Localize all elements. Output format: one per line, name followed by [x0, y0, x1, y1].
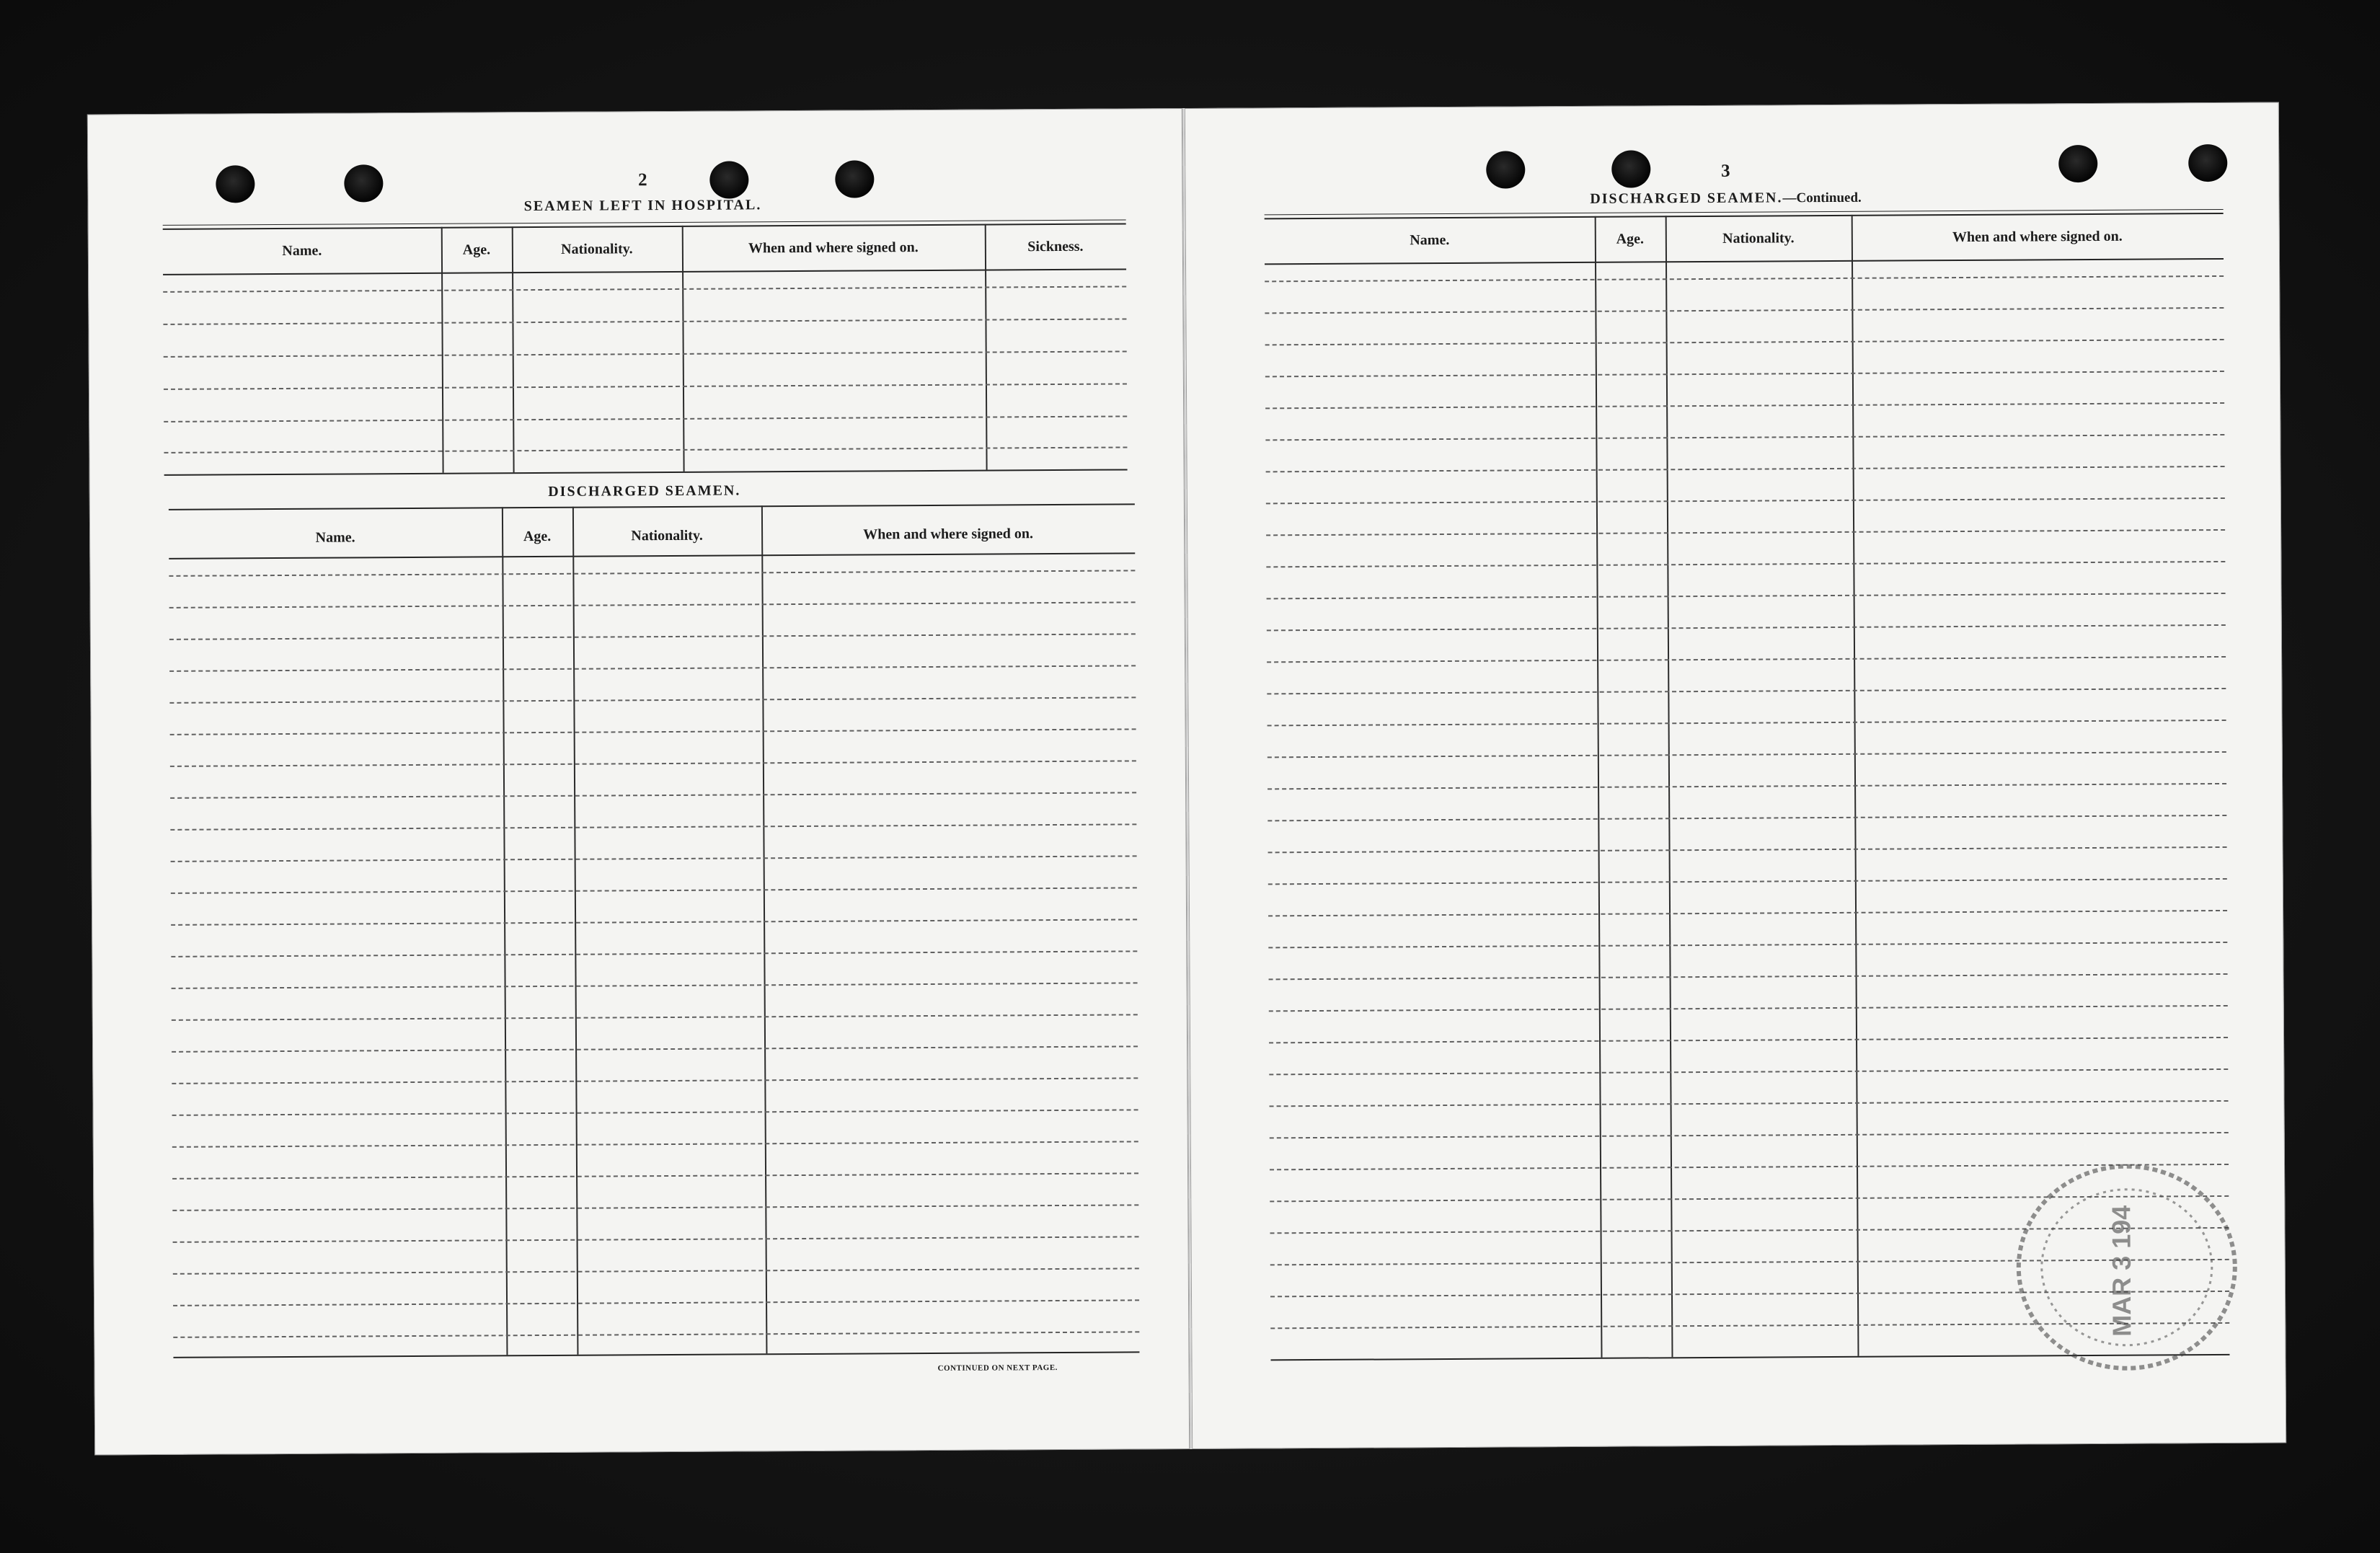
page-number: 2 — [638, 170, 647, 190]
column-divider — [761, 505, 768, 1353]
column-divider — [502, 507, 508, 1355]
entry-line — [164, 446, 1127, 453]
entry-line — [1269, 973, 2228, 980]
entry-line — [1269, 1037, 2228, 1043]
punch-hole — [216, 165, 255, 203]
punch-hole — [709, 161, 748, 198]
entry-line — [1265, 434, 2224, 441]
entry-line — [1269, 1005, 2228, 1012]
entry-line — [172, 1077, 1138, 1084]
col-header-nationality: Nationality. — [631, 527, 703, 544]
entry-line — [1270, 1100, 2229, 1107]
punch-hole — [1611, 150, 1650, 187]
entry-line — [173, 1299, 1139, 1306]
entry-line — [164, 383, 1127, 389]
entry-line — [169, 570, 1135, 576]
entry-line — [170, 728, 1136, 735]
entry-line — [1266, 561, 2225, 567]
right-page — [1183, 102, 2286, 1449]
entry-line — [1267, 656, 2226, 663]
col-header-name: Name. — [282, 242, 322, 259]
footer-note: CONTINUED ON NEXT PAGE. — [937, 1363, 1058, 1373]
entry-line — [1268, 783, 2226, 789]
punch-hole — [344, 164, 383, 202]
entry-line — [172, 1204, 1138, 1211]
entry-line — [1270, 1132, 2229, 1138]
entry-line — [1268, 910, 2227, 916]
entry-line — [169, 633, 1136, 640]
header-rule — [163, 268, 1126, 275]
section-title-discharged-continued — [1545, 189, 1906, 208]
entry-line — [164, 415, 1127, 422]
left-page — [87, 108, 1190, 1455]
col-header-age: Age. — [1616, 231, 1645, 247]
column-divider — [682, 226, 685, 472]
col-header-age: Age. — [462, 242, 491, 258]
entry-line — [1265, 339, 2224, 345]
col-header-age: Age. — [523, 528, 552, 545]
col-header-signed-on: When and where signed on. — [863, 526, 1034, 543]
entry-line — [1268, 942, 2227, 948]
punch-hole — [1486, 151, 1525, 188]
punch-hole — [2058, 145, 2097, 182]
entry-line — [172, 1141, 1138, 1147]
entry-line — [170, 823, 1136, 830]
col-header-signed-on: When and where signed on. — [748, 239, 919, 257]
col-header-sickness: Sickness. — [1027, 238, 1084, 255]
section-title-discharged: DISCHARGED SEAMEN. — [548, 482, 741, 500]
entry-line — [1267, 624, 2226, 631]
section-title-text: DISCHARGED SEAMEN. — [1590, 190, 1783, 207]
entry-line — [1267, 688, 2226, 694]
stamp-date: MAR 3 194 — [2106, 1205, 2137, 1337]
entry-line — [1266, 466, 2225, 472]
entry-line — [1266, 497, 2225, 504]
document-spread — [87, 102, 2286, 1456]
header-rule — [169, 552, 1135, 559]
entry-line — [1269, 1068, 2228, 1075]
column-divider — [985, 224, 988, 470]
entry-line — [172, 1045, 1138, 1052]
entry-line — [1268, 846, 2227, 853]
entry-line — [170, 760, 1136, 766]
col-header-name: Name. — [315, 529, 355, 546]
entry-line — [1268, 751, 2226, 758]
entry-line — [173, 1267, 1139, 1274]
discharged-table — [169, 503, 1140, 1359]
entry-line — [1265, 371, 2224, 377]
col-header-nationality: Nationality. — [1722, 230, 1795, 247]
punch-hole — [835, 160, 874, 198]
page-number: 3 — [1720, 161, 1730, 181]
entry-line — [172, 1172, 1138, 1179]
entry-line — [170, 792, 1136, 798]
col-header-nationality: Nationality. — [561, 241, 633, 257]
entry-line — [163, 318, 1126, 324]
section-title-hospital: SEAMEN LEFT IN HOSPITAL. — [523, 197, 762, 215]
ink-stamp — [2004, 1148, 2250, 1387]
table-rule — [169, 503, 1135, 510]
entry-line — [1266, 529, 2225, 536]
hospital-table — [163, 219, 1128, 477]
entry-line — [1265, 307, 2224, 314]
entry-line — [1265, 275, 2224, 282]
entry-line — [171, 950, 1137, 957]
entry-line — [163, 286, 1126, 292]
column-divider — [441, 227, 444, 473]
entry-line — [1265, 402, 2224, 409]
entry-line — [171, 855, 1137, 862]
entry-line — [172, 1014, 1138, 1020]
column-divider — [512, 226, 515, 472]
entry-line — [172, 982, 1138, 988]
entry-line — [172, 1109, 1138, 1115]
entry-line — [1268, 720, 2226, 726]
entry-line — [1268, 878, 2227, 885]
entry-line — [1268, 815, 2226, 821]
entry-line — [169, 696, 1136, 703]
entry-line — [171, 919, 1137, 925]
col-header-signed-on: When and where signed on. — [1952, 228, 2123, 246]
entry-line — [164, 350, 1127, 357]
section-title-suffix: —Continued. — [1782, 190, 1862, 206]
entry-line — [173, 1331, 1139, 1337]
entry-line — [171, 887, 1137, 893]
table-rule — [173, 1351, 1139, 1358]
col-header-name: Name. — [1410, 231, 1450, 249]
entry-line — [169, 601, 1136, 608]
punch-hole — [2188, 144, 2227, 182]
entry-line — [1267, 593, 2226, 599]
table-rule — [164, 469, 1128, 475]
entry-line — [173, 1236, 1139, 1242]
column-divider — [572, 507, 579, 1355]
header-rule — [1265, 258, 2224, 265]
entry-line — [169, 665, 1136, 671]
